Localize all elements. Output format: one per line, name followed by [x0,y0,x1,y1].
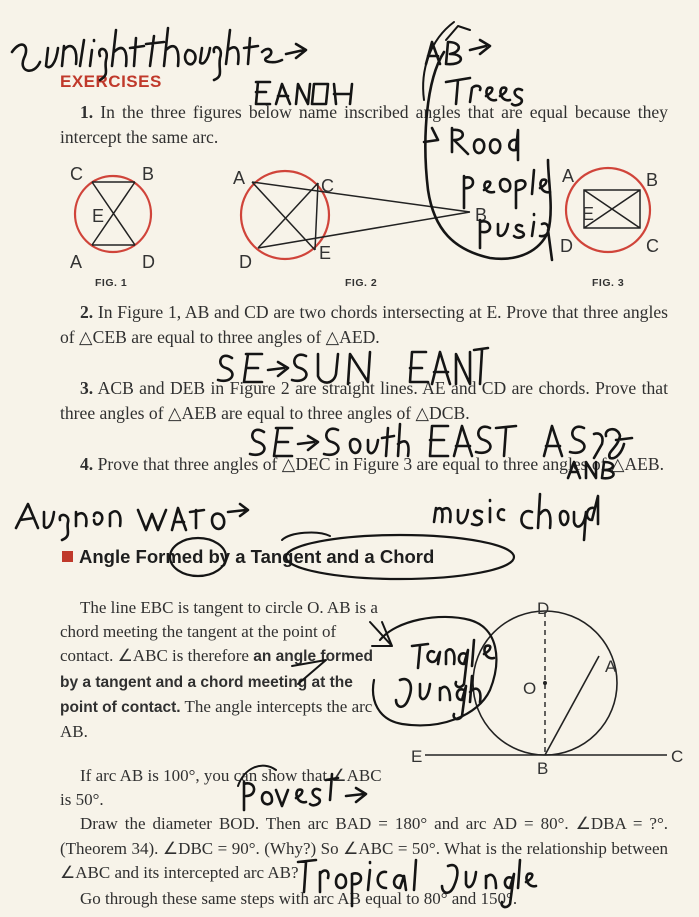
diagram-label-e: E [411,747,423,766]
fig3-label-e: E [582,204,595,224]
fig1-caption: FIG. 1 [95,277,128,289]
fig1-label-d: D [142,252,155,272]
exercise-3-text: ACB and DEB in Figure 2 are straight lines. AE and CD are chords. Prove that three angles of △AEB are equal to three angles of △DCB. [60,378,668,423]
section-p1-start: The line EBC is tangent to circle O. AB is a chord meeting the tangent at the point of contact. ∠ABC is therefore [60,598,378,666]
fig1-label-e: E [92,206,105,226]
annotation-thoughts [146,28,306,80]
exercise-4 [60,452,668,477]
fig1-label-a: A [70,252,83,272]
fig3-label-a: A [562,166,575,186]
annotation-ab-trees [426,40,522,105]
section-paragraph-1 [60,596,390,744]
section-title: Angle Formed by a Tangent and a Chord [79,546,435,567]
section-paragraph-2: If arc AB is 100°, you can show that ∠ABC is 50°. [60,766,382,810]
exercise-1-number: 1. [80,102,94,122]
fig2-label-b: B [475,205,488,225]
annotation-bracket-left [423,22,454,100]
exercise-2 [60,300,668,350]
figure-3 [548,160,668,275]
annotation-amazon-who [16,504,248,540]
fig1-label-c: C [70,164,83,184]
diagram-label-d: D [537,600,550,618]
diagram-label-a: A [605,657,617,676]
diagram-label-b: B [537,759,549,778]
fig3-caption: FIG. 3 [592,277,625,289]
exercises-heading: EXERCISES [60,72,162,91]
exercise-4-number: 4. [80,454,94,474]
section-p1-bold: an angle formed by a tangent and a chord meeting at the point of contact. [60,648,373,716]
diagram-label-c: C [671,747,684,766]
fig2-label-c: C [321,176,334,196]
exercise-1-text: In the three figures below name inscribed angles that are equal because they intercept the same arc. [60,102,668,147]
section-marker [62,551,73,562]
fig3-label-b: B [646,170,659,190]
section-paragraph-4: Go through these same steps with arc AB equal to 80° and 150°. [80,889,518,908]
exercise-3 [60,376,668,426]
section-p1-end: The angle intercepts the arc AB. [60,696,373,742]
section-paragraph-3: Draw the diameter BOD. Then arc BAD = 180° and arc AD = 80°. ∠DBA = ?°. (Theorem 34). ∠DBC = 90°. (Why?) So ∠ABC = 50°. What is the relationship between ∠ABC and its intercepted arc AB? [60,814,668,882]
fig3-label-d: D [560,236,573,256]
exercise-2-text: In Figure 1, AB and CD are two chords intersecting at E. Prove that three angles of △CEB are equal to three angles of △AED. [60,302,668,347]
fig3-circle [566,168,650,252]
fig3-label-c: C [646,236,659,256]
center-point [543,681,547,685]
exercise-2-number: 2. [80,302,94,322]
fig2-caption: FIG. 2 [345,277,378,289]
fig1-label-b: B [142,164,155,184]
figure-1 [62,160,172,275]
exercise-4-text: Prove that three angles of △DEC in Figure 3 are equal to three angles of △AEB. [97,454,665,474]
exercise-1 [60,100,668,150]
chord-ab [545,656,599,755]
diagram-label-o: O [523,679,537,698]
annotation-music-chord [434,494,598,540]
fig2-label-d: D [239,252,252,272]
fig2-lines [252,182,470,250]
tangent-chord-diagram [405,600,690,780]
annotation-hook-ab [446,26,470,40]
exercise-3-number: 3. [80,378,94,398]
section-heading [62,546,434,568]
annotation-arc-tangent [282,533,330,540]
fig2-label-a: A [233,168,246,188]
fig2-label-e: E [319,243,332,263]
figure-2 [225,160,515,275]
